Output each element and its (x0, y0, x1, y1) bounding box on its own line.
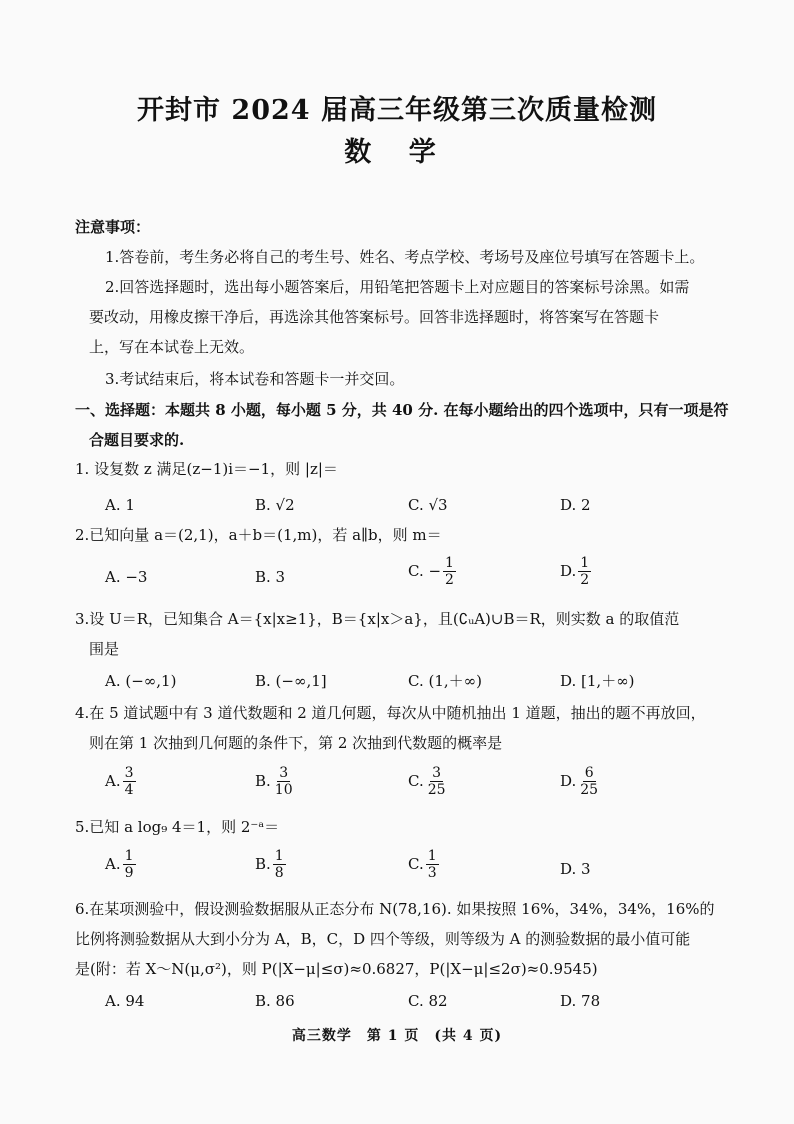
notice-item-2-line-2: 要改动，用橡皮擦干净后，再选涂其他答案标号。回答非选择题时，将答案写在答题卡 (89, 308, 660, 326)
question-1-option-c: C. √3 (408, 496, 448, 514)
question-5-option-c (408, 848, 439, 881)
denominator: 3 (427, 865, 437, 881)
question-1-option-a: A. 1 (105, 496, 135, 514)
numerator: 1 (427, 848, 437, 864)
question-6-stem-line-2: 比例将测验数据从大到小分为 A，B，C，D 四个等级，则等级为 A 的测验数据的最小值可能 (75, 930, 691, 948)
question-6-option-b: B. 86 (255, 992, 295, 1010)
notice-item-1: 1.答卷前，考生务必将自己的考生号、姓名、考点学校、考场号及座位号填写在答题卡上。 (105, 248, 705, 266)
option-label: A. (105, 771, 121, 790)
question-5-stem: 5.已知 a log₉ 4＝1，则 2⁻ᵃ＝ (75, 818, 280, 836)
question-6-option-d: D. 78 (560, 992, 601, 1010)
question-1-option-d: D. 2 (560, 496, 591, 514)
page-footer: 高三数学 第 1 页 (共 4 页) (291, 1028, 503, 1044)
numerator: 1 (124, 848, 134, 864)
denominator: 10 (274, 782, 293, 798)
question-3-option-a: A. (−∞,1) (105, 672, 177, 690)
notice-item-2-line-1: 2.回答选择题时，选出每小题答案后，用铅笔把答题卡上对应题目的答案标号涂黑。如需 (105, 278, 690, 296)
option-label: D. (560, 771, 577, 790)
question-4-option-a (105, 765, 136, 798)
numerator: 1 (445, 555, 454, 571)
fraction (273, 765, 295, 798)
question-1-stem: 1. 设复数 z 满足(z−1)i＝−1，则 |z|＝ (75, 460, 338, 478)
fraction (578, 765, 600, 798)
denominator: 25 (427, 782, 446, 798)
subject-title: 数 学 (344, 137, 450, 168)
numerator: 3 (124, 765, 134, 781)
denominator: 25 (580, 782, 599, 798)
fraction (123, 848, 136, 881)
question-3-stem-line-2: 围是 (89, 640, 120, 658)
denominator: 9 (124, 865, 134, 881)
numerator: 1 (274, 848, 284, 864)
fraction (426, 765, 448, 798)
notice-item-2-line-3: 上，写在本试卷上无效。 (89, 338, 255, 356)
question-4-option-c (408, 765, 448, 798)
question-2-option-d (560, 555, 591, 588)
question-2-option-b: B. 3 (255, 568, 286, 586)
question-4-option-b (255, 765, 295, 798)
numerator: 3 (279, 765, 289, 781)
numerator: 3 (432, 765, 442, 781)
notice-heading: 注意事项： (75, 218, 151, 236)
question-4-stem-line-2: 则在第 1 次抽到几何题的条件下，第 2 次抽到代数题的概率是 (89, 734, 503, 752)
option-label: C. (408, 854, 424, 873)
question-6-option-c: C. 82 (408, 992, 448, 1010)
question-6-stem-line-1: 6.在某项测验中，假设测验数据服从正态分布 N(78,16). 如果按照 16%，34%，34%，16%的 (75, 900, 715, 918)
option-label: B. (255, 854, 271, 873)
option-label: D. (560, 561, 577, 580)
numerator: 6 (584, 765, 594, 781)
fraction (273, 848, 286, 881)
question-1-option-b: B. √2 (255, 496, 295, 514)
fraction (578, 555, 591, 588)
option-label: B. (255, 771, 271, 790)
fraction (443, 555, 456, 588)
denominator: 4 (124, 782, 134, 798)
question-5-option-a (105, 848, 136, 881)
question-3-stem-line-1: 3.设 U＝R，已知集合 A＝{x|x≥1}，B＝{x|x＞a}，且(∁ᵤA)∪B＝R，则实数 a 的取值范 (75, 610, 680, 628)
denominator: 2 (580, 572, 590, 588)
question-6-option-a: A. 94 (105, 992, 145, 1010)
question-4-stem-line-1: 4.在 5 道试题中有 3 道代数题和 2 道几何题，每次从中随机抽出 1 道题，抽出的题不再放回， (75, 704, 706, 722)
option-label: C. (408, 771, 424, 790)
option-label: A. (105, 854, 121, 873)
question-2-stem: 2.已知向量 a＝(2,1)，a＋b＝(1,m)，若 a∥b，则 m＝ (75, 526, 442, 544)
option-label: C. − (408, 561, 442, 580)
section-heading-line-1: 一、选择题：本题共 8 小题，每小题 5 分，共 40 分. 在每小题给出的四个选项中，只有一项是符 (75, 401, 729, 419)
question-6-stem-line-3: 是(附：若 X～N(μ,σ²)，则 P(|X−μ|≤σ)≈0.6827，P(|X−μ|≤2σ)≈0.9545) (75, 960, 598, 978)
denominator: 2 (445, 572, 454, 588)
denominator: 8 (274, 865, 284, 881)
question-5-option-b (255, 848, 286, 881)
question-3-option-d: D. [1,＋∞) (560, 672, 635, 690)
question-2-option-c (408, 555, 456, 588)
numerator: 1 (580, 555, 590, 571)
question-3-option-c: C. (1,＋∞) (408, 672, 482, 690)
exam-title: 开封市 2024 届高三年级第三次质量检测 (137, 95, 657, 126)
notice-item-3: 3.考试结束后，将本试卷和答题卡一并交回。 (105, 370, 405, 388)
section-heading-line-2: 合题目要求的. (89, 431, 185, 449)
question-4-option-d (560, 765, 600, 798)
question-5-option-d: D. 3 (560, 860, 591, 878)
question-2-option-a: A. −3 (105, 568, 148, 586)
question-3-option-b: B. (−∞,1] (255, 672, 327, 690)
fraction (123, 765, 136, 798)
fraction (426, 848, 439, 881)
